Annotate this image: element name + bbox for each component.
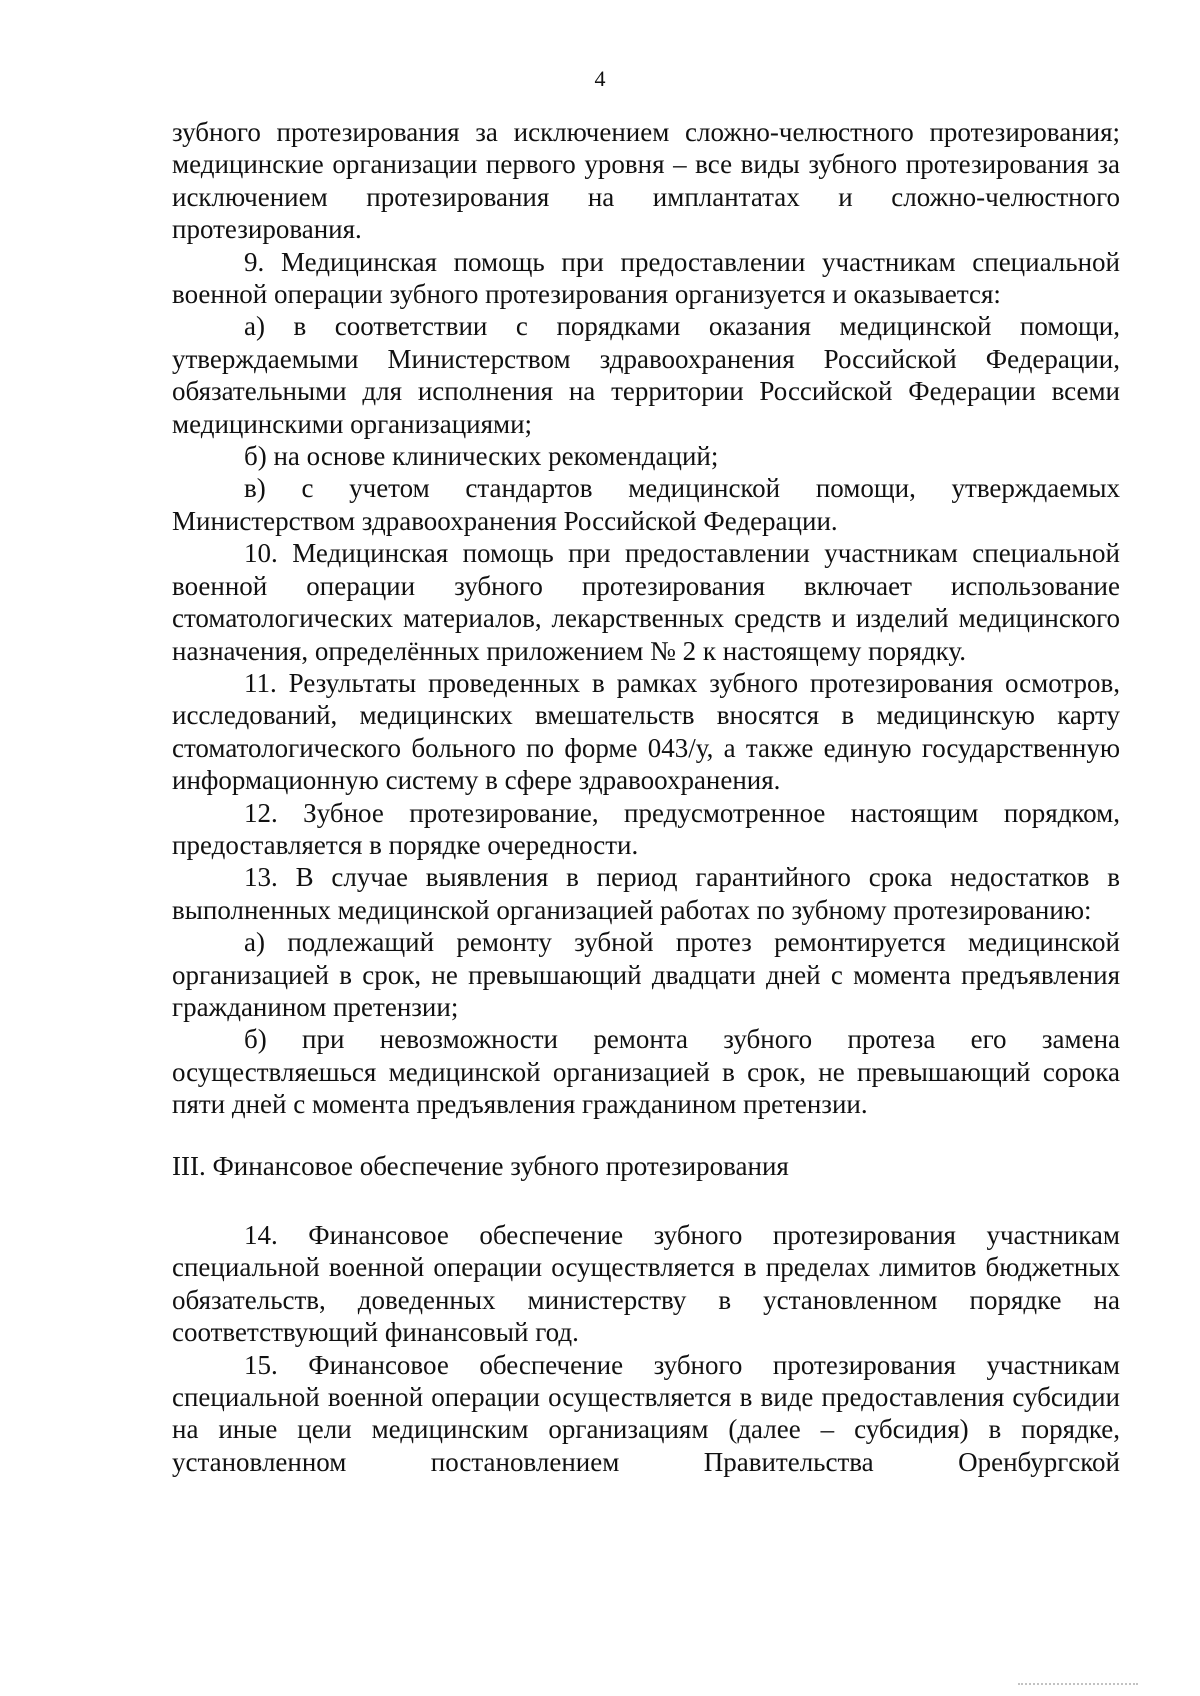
subitem-13a: а) подлежащий ремонту зубной протез ремонтируется медицинской организацией в срок, не превышающий двадцати дней с момента предъявления гражданином претензии;: [172, 927, 1120, 1022]
paragraph-item-9: 9. Медицинская помощь при предоставлении участникам специальной военной операции зубного протезирования организуется и оказывается:: [172, 246, 1120, 310]
paragraph-item-11: 11. Результаты проведенных в рамках зубного протезирования осмотров, исследований, медицинских вмешательств вносятся в медицинскую карту стоматологического больного по форме 043/у, а также единую государственную информационную систему в сфере здравоохранения.: [172, 667, 1120, 796]
subitem-13b: б) при невозможности ремонта зубного протеза его замена осуществляешься медицинской организацией в срок, не превышающий сорока пяти дней с момента предъявления гражданином претензии.: [172, 1024, 1120, 1120]
page-number: 4: [594, 66, 606, 91]
paragraph-item-10: 10. Медицинская помощь при предоставлении участникам специальной военной операции зубного протезирования включает использование стоматологических материалов, лекарственных средств и изделий медицинского назначения, определённых приложением № 2 к настоящему порядку.: [172, 538, 1120, 666]
document-body: [172, 116, 1120, 1478]
subitem-9b: б) на основе клинических рекомендаций;: [244, 441, 719, 472]
section-heading: III. Финансовое обеспечение зубного протезирования: [172, 1150, 789, 1181]
paragraph-item-12: 12. Зубное протезирование, предусмотренное настоящим порядком, предоставляется в порядке очередности.: [172, 797, 1120, 860]
subitem-9c: в) с учетом стандартов медицинской помощи, утверждаемых Министерством здравоохранения Российской Федерации.: [172, 473, 1120, 536]
paragraph-item-13: 13. В случае выявления в период гарантийного срока недостатков в выполненных медицинской организацией работах по зубному протезированию:: [172, 862, 1120, 925]
paragraph-item-14: 14. Финансовое обеспечение зубного протезирования участникам специальной военной операции осуществляется в пределах лимитов бюджетных обязательств, доведенных министерству в установленном порядке на соответствующий финансовый год.: [172, 1220, 1120, 1348]
subitem-9a: а) в соответствии с порядками оказания медицинской помощи, утверждаемыми Министерством здравоохранения Российской Федерации, обязательными для исполнения на территории Российской Федерации всеми медицинскими организациями;: [172, 311, 1120, 439]
paragraph-continuation: зубного протезирования за исключением сложно-челюстного протезирования; медицинские организации первого уровня – все виды зубного протезирования за исключением протезирования на имплантатах и сложно-челюстного протезирования.: [172, 117, 1120, 245]
scan-artifact: [1018, 1683, 1138, 1689]
paragraph-item-15: 15. Финансовое обеспечение зубного протезирования участникам специальной военной операции осуществляется в виде предоставления субсидии на иные цели медицинским организациям (далее – субсидия) в порядке, установленном постановлением Правительства Оренбургской: [172, 1349, 1120, 1477]
